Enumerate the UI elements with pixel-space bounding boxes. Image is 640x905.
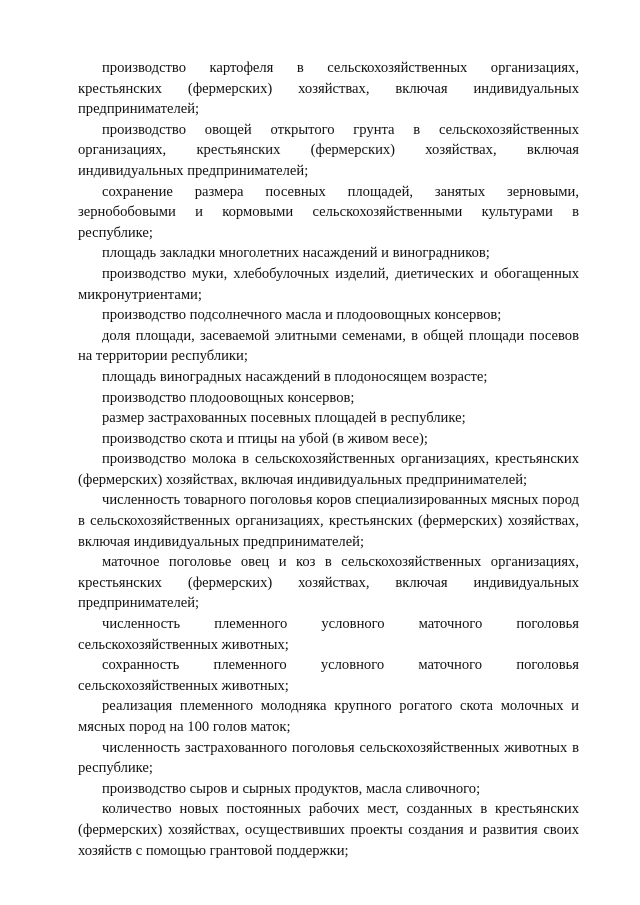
paragraph-breeding-stock-retention: сохранность племенного условного маточного поголовья сельскохозяйственных животных; <box>78 657 579 694</box>
paragraph-vineyards: площадь виноградных насаждений в плодоносящем возрасте; <box>102 368 488 385</box>
paragraph-sown-area: сохранение размера посевных площадей, занятых зерновыми, зернобобовыми и кормовыми сельскохозяйственными культурами в республике; <box>78 183 579 241</box>
paragraph-perennial-plantings: площадь закладки многолетних насаждений и виноградников; <box>102 245 490 262</box>
paragraph-flour-bakery: производство муки, хлебобулочных изделий, диетических и обогащенных микронутриентами; <box>78 265 579 303</box>
paragraph-sunflower-oil: производство подсолнечного масла и плодоовощных консервов; <box>102 307 502 324</box>
paragraph-milk-production: производство молока в сельскохозяйственных организациях, крестьянских (фермерских) хозяйствах, включая индивидуальных предпринимателей; <box>78 451 579 488</box>
paragraph-canned-fruit: производство плодоовощных консервов; <box>102 389 355 406</box>
paragraph-vegetable-production: производство овощей открытого грунта в сельскохозяйственных организациях, крестьянских (фермерских) хозяйствах, включая индивидуальных предпринимателей; <box>78 121 579 179</box>
paragraph-breeding-stock-count: численность племенного условного маточного поголовья сельскохозяйственных животных; <box>78 616 579 653</box>
paragraph-young-cattle-sales: реализация племенного молодняка крупного рогатого скота молочных и мясных пород на 100 голов маток; <box>78 698 579 735</box>
paragraph-cheese-butter: производство сыров и сырных продуктов, масла сливочного; <box>102 780 481 797</box>
paragraph-livestock-slaughter: производство скота и птицы на убой (в живом весе); <box>102 430 428 447</box>
paragraph-sheep-goats: маточное поголовье овец и коз в сельскохозяйственных организациях, крестьянских (фермерских) хозяйствах, включая индивидуальных предпринимателей; <box>78 554 579 612</box>
paragraph-insured-livestock: численность застрахованного поголовья сельскохозяйственных животных в республике; <box>78 739 579 777</box>
paragraph-elite-seeds: доля площади, засеваемой элитными семенами, в общей площади посевов на территории республики; <box>78 327 579 365</box>
paragraph-insured-area: размер застрахованных посевных площадей в республике; <box>102 410 466 427</box>
paragraph-potato-production: производство картофеля в сельскохозяйственных организациях, крестьянских (фермерских) хозяйствах, включая индивидуальных предпринимателей; <box>78 60 579 118</box>
paragraph-beef-cows: численность товарного поголовья коров специализированных мясных пород в сельскохозяйственных организациях, крестьянских (фермерских) хозяйствах, включая индивидуальных предпринимателей; <box>78 492 579 550</box>
document-page <box>78 58 579 861</box>
paragraph-new-jobs: количество новых постоянных рабочих мест, созданных в крестьянских (фермерских) хозяйствах, осуществивших проекты создания и развития своих хозяйств с помощью грантовой поддержки; <box>78 801 579 859</box>
